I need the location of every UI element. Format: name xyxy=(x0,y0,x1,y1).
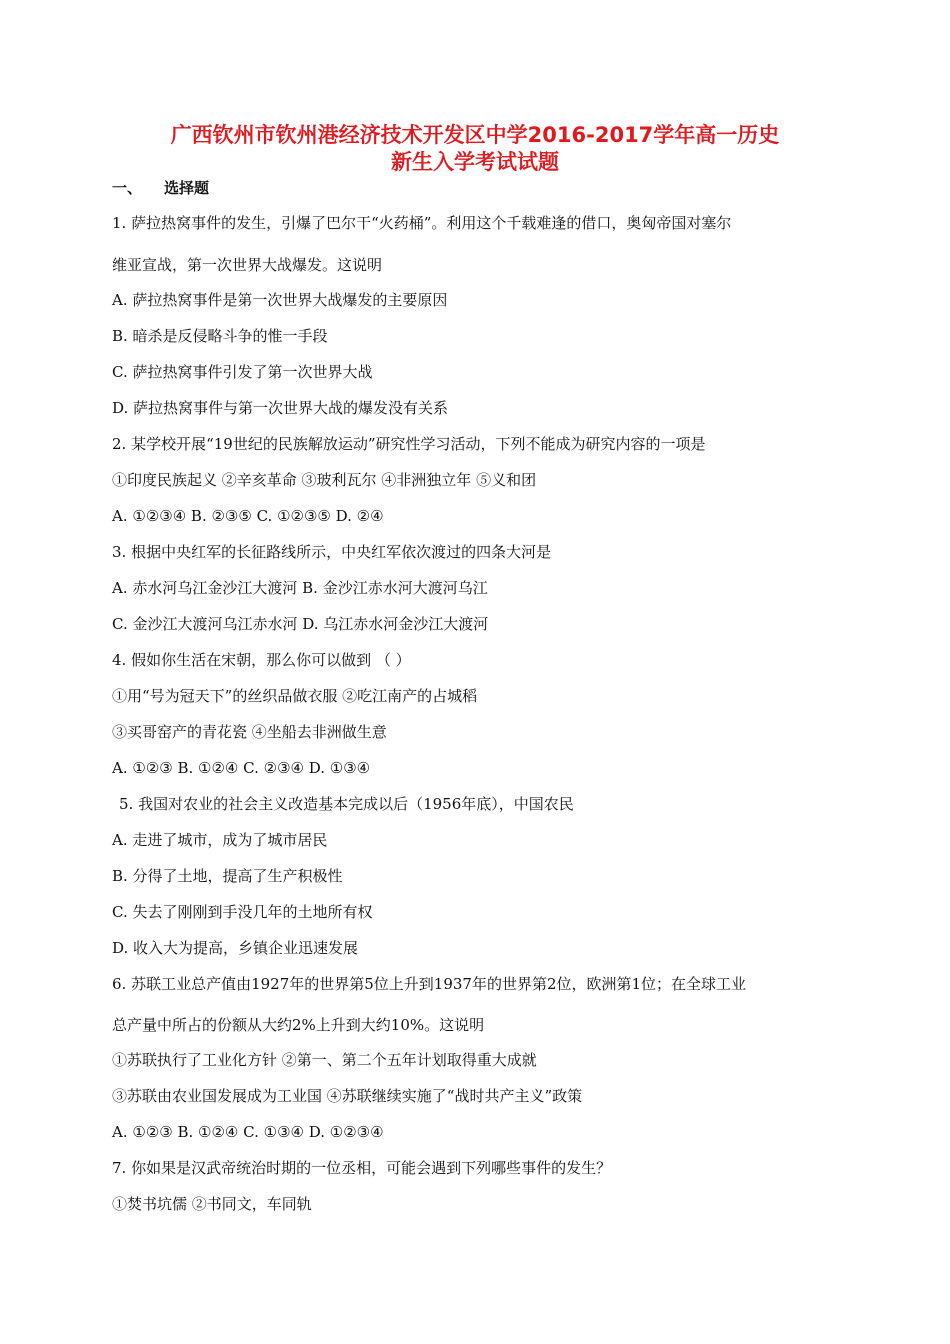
question-4-items-12: ①用“号为冠天下”的丝织品做衣服 ②吃江南产的占城稻 xyxy=(112,687,478,705)
question-6-items-12: ①苏联执行了工业化方针 ②第一、第二个五年计划取得重大成就 xyxy=(112,1051,537,1069)
document-title-line-1: 广西钦州市钦州港经济技术开发区中学2016-2017学年高一历史 xyxy=(170,123,780,147)
question-7-items: ①焚书坑儒 ②书同文，车同轨 xyxy=(112,1195,312,1213)
question-1-stem-line-1: 1. 萨拉热窝事件的发生，引爆了巴尔干“火药桶”。利用这个千载难逢的借口，奥匈帝国对塞尔 xyxy=(112,214,732,232)
question-5-option-a: A. 走进了城市，成为了城市居民 xyxy=(112,831,328,849)
question-6-items-34: ③苏联由农业国发展成为工业国 ④苏联继续实施了“战时共产主义”政策 xyxy=(112,1087,583,1105)
question-4-stem: 4. 假如你生活在宋朝，那么你可以做到 （ ） xyxy=(112,651,411,669)
question-7-stem: 7. 你如果是汉武帝统治时期的一位丞相，可能会遇到下列哪些事件的发生？ xyxy=(112,1159,612,1177)
question-2-stem: 2. 某学校开展“19世纪的民族解放运动”研究性学习活动，下列不能成为研究内容的一项是 xyxy=(112,435,706,453)
question-3-options-ab: A. 赤水河乌江金沙江大渡河 B. 金沙江赤水河大渡河乌江 xyxy=(112,579,488,597)
question-4-items-34: ③买哥窑产的青花瓷 ④坐船去非洲做生意 xyxy=(112,723,387,741)
question-6-stem-line-1: 6. 苏联工业总产值由1927年的世界第5位上升到1937年的世界第2位，欧洲第1位；在全球工业 xyxy=(112,975,747,993)
question-1-option-d: D. 萨拉热窝事件与第一次世界大战的爆发没有关系 xyxy=(112,399,449,417)
question-2-items: ①印度民族起义 ②辛亥革命 ③玻利瓦尔 ④非洲独立年 ⑤义和团 xyxy=(112,471,537,489)
question-5-option-b: B. 分得了土地，提高了生产积极性 xyxy=(112,867,343,885)
document-title-line-2: 新生入学考试试题 xyxy=(391,150,559,174)
section-number: 一、 xyxy=(112,179,143,197)
question-1-option-b: B. 暗杀是反侵略斗争的惟一手段 xyxy=(112,327,328,345)
question-1-stem-line-2: 维亚宣战，第一次世界大战爆发。这说明 xyxy=(112,256,383,274)
question-1-option-c: C. 萨拉热窝事件引发了第一次世界大战 xyxy=(112,363,373,381)
question-2-options: A. ①②③④ B. ②③⑤ C. ①②③⑤ D. ②④ xyxy=(112,507,384,525)
question-5-stem: 5. 我国对农业的社会主义改造基本完成以后（1956年底），中国农民 xyxy=(119,795,574,813)
question-5-option-c: C. 失去了刚刚到手没几年的土地所有权 xyxy=(112,903,373,921)
question-6-stem-line-2: 总产量中所占的份额从大约2%上升到大约10%。这说明 xyxy=(112,1016,485,1034)
question-6-options: A. ①②③ B. ①②④ C. ①③④ D. ①②③④ xyxy=(112,1123,384,1141)
question-5-option-d: D. 收入大为提高，乡镇企业迅速发展 xyxy=(112,939,359,957)
question-1-option-a: A. 萨拉热窝事件是第一次世界大战爆发的主要原因 xyxy=(112,291,448,309)
question-4-options: A. ①②③ B. ①②④ C. ②③④ D. ①③④ xyxy=(112,759,371,777)
question-3-stem: 3. 根据中央红军的长征路线所示，中央红军依次渡过的四条大河是 xyxy=(112,543,552,561)
section-name: 选择题 xyxy=(164,179,210,197)
section-heading xyxy=(112,177,209,198)
question-3-options-cd: C. 金沙江大渡河乌江赤水河 D. 乌江赤水河金沙江大渡河 xyxy=(112,615,489,633)
